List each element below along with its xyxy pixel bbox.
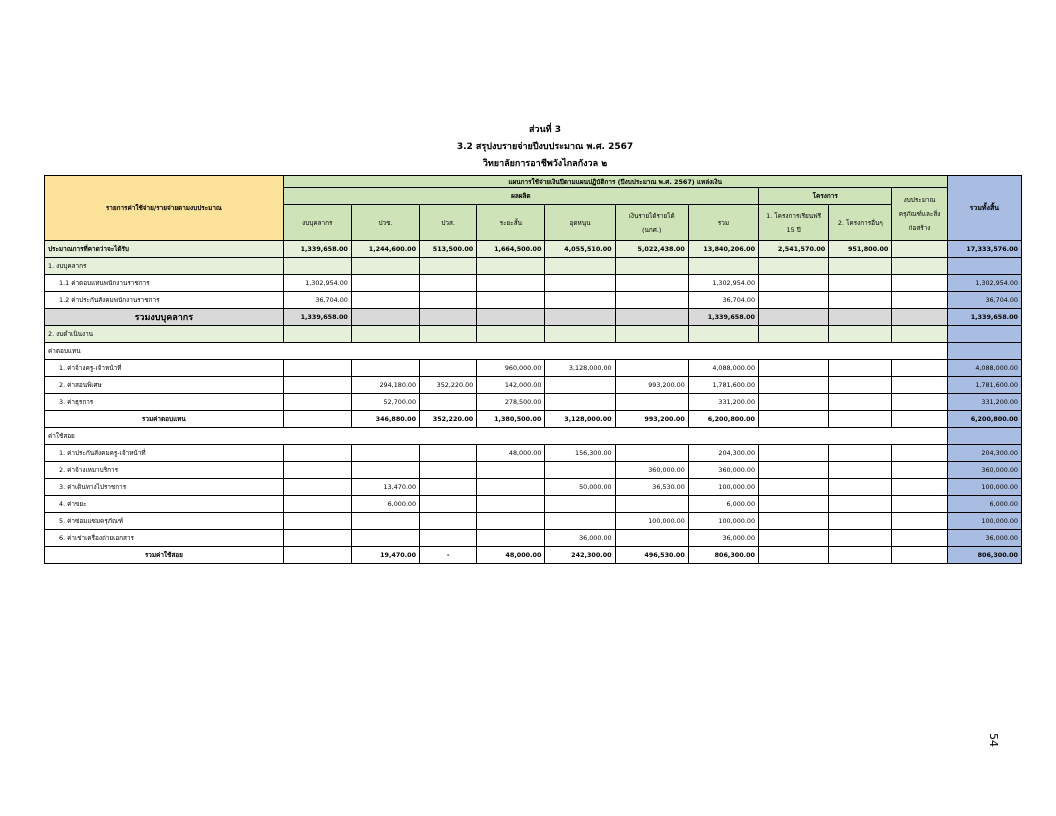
grand-total-cell bbox=[947, 326, 1021, 343]
section-label: ค่าตอบแทน bbox=[45, 343, 948, 360]
header-item: รายการค่าใช้จ่าย/รายจ่ายตามงบประมาณ bbox=[45, 176, 284, 241]
value-cell bbox=[829, 309, 892, 326]
value-cell bbox=[759, 530, 829, 547]
value-cell: 13,470.00 bbox=[351, 479, 419, 496]
value-cell bbox=[759, 496, 829, 513]
value-cell bbox=[829, 275, 892, 292]
header-col: ปวส. bbox=[420, 205, 477, 241]
table-row bbox=[45, 496, 1022, 513]
value-cell bbox=[829, 496, 892, 513]
grand-total-cell: 204,300.00 bbox=[947, 445, 1021, 462]
value-cell bbox=[829, 462, 892, 479]
table-row bbox=[45, 326, 1022, 343]
grand-total-cell: 36,000.00 bbox=[947, 530, 1021, 547]
table-row bbox=[45, 513, 1022, 530]
header-project: โครงการ bbox=[759, 188, 892, 205]
value-cell bbox=[283, 496, 351, 513]
value-cell bbox=[420, 326, 477, 343]
value-cell: 1,302,954.00 bbox=[283, 275, 351, 292]
value-cell bbox=[545, 394, 615, 411]
value-cell bbox=[615, 258, 688, 275]
value-cell bbox=[420, 496, 477, 513]
value-cell bbox=[283, 326, 351, 343]
table-row bbox=[45, 275, 1022, 292]
row-label: 1.1 ค่าตอบแทนพนักงานราชการ bbox=[45, 275, 284, 292]
table-row bbox=[45, 292, 1022, 309]
header-col: ระยะสั้น bbox=[477, 205, 545, 241]
value-cell: 4,055,510.00 bbox=[545, 241, 615, 258]
value-cell bbox=[477, 326, 545, 343]
value-cell bbox=[829, 445, 892, 462]
value-cell bbox=[892, 377, 947, 394]
value-cell: 1,244,600.00 bbox=[351, 241, 419, 258]
value-cell: 513,500.00 bbox=[420, 241, 477, 258]
row-label: ประมาณการที่คาดว่าจะได้รับ bbox=[45, 241, 284, 258]
table-row bbox=[45, 530, 1022, 547]
row-label: 3. ค่าธุรการ bbox=[45, 394, 284, 411]
row-label: รวมงบบุคลากร bbox=[45, 309, 284, 326]
value-cell bbox=[759, 309, 829, 326]
table-row bbox=[45, 462, 1022, 479]
row-label: 5. ค่าซ่อมแซมครุภัณฑ์ bbox=[45, 513, 284, 530]
row-label: 6. ค่าเช่าเครื่องถ่ายเอกสาร bbox=[45, 530, 284, 547]
value-cell bbox=[892, 479, 947, 496]
value-cell bbox=[545, 275, 615, 292]
value-cell bbox=[615, 292, 688, 309]
value-cell: 100,000.00 bbox=[688, 479, 758, 496]
grand-total-cell bbox=[947, 428, 1021, 445]
value-cell bbox=[892, 462, 947, 479]
grand-total-cell: 1,781,600.00 bbox=[947, 377, 1021, 394]
value-cell: 36,704.00 bbox=[283, 292, 351, 309]
value-cell: 156,300.00 bbox=[545, 445, 615, 462]
value-cell: 6,200,800.00 bbox=[688, 411, 758, 428]
table-row bbox=[45, 411, 1022, 428]
value-cell bbox=[892, 445, 947, 462]
value-cell: 2,541,570.00 bbox=[759, 241, 829, 258]
table-row bbox=[45, 445, 1022, 462]
value-cell bbox=[477, 513, 545, 530]
value-cell: 13,840,206.00 bbox=[688, 241, 758, 258]
value-cell: 1,339,658.00 bbox=[688, 309, 758, 326]
value-cell bbox=[545, 258, 615, 275]
value-cell bbox=[829, 411, 892, 428]
grand-total-cell: 360,000.00 bbox=[947, 462, 1021, 479]
document-titles bbox=[0, 122, 1056, 173]
value-cell: 294,180.00 bbox=[351, 377, 419, 394]
value-cell bbox=[759, 275, 829, 292]
value-cell bbox=[829, 292, 892, 309]
value-cell bbox=[759, 513, 829, 530]
value-cell: 242,300.00 bbox=[545, 547, 615, 564]
value-cell bbox=[420, 309, 477, 326]
grand-total-cell: 17,333,576.00 bbox=[947, 241, 1021, 258]
grand-total-cell: 100,000.00 bbox=[947, 513, 1021, 530]
value-cell: 1,380,500.00 bbox=[477, 411, 545, 428]
table-row bbox=[45, 343, 1022, 360]
value-cell bbox=[420, 462, 477, 479]
header-grand-total: รวมทั้งสิ้น bbox=[947, 176, 1021, 241]
table-row bbox=[45, 241, 1022, 258]
value-cell bbox=[615, 275, 688, 292]
value-cell: 100,000.00 bbox=[688, 513, 758, 530]
grand-total-cell: 806,300.00 bbox=[947, 547, 1021, 564]
value-cell bbox=[283, 394, 351, 411]
row-label: 1.2 ค่าประกันสังคมพนักงานราชการ bbox=[45, 292, 284, 309]
value-cell bbox=[892, 496, 947, 513]
value-cell bbox=[615, 326, 688, 343]
value-cell: 19,470.00 bbox=[351, 547, 419, 564]
table-row bbox=[45, 360, 1022, 377]
value-cell: 278,500.00 bbox=[477, 394, 545, 411]
value-cell bbox=[545, 496, 615, 513]
value-cell bbox=[351, 309, 419, 326]
value-cell bbox=[545, 462, 615, 479]
value-cell bbox=[759, 360, 829, 377]
value-cell bbox=[545, 513, 615, 530]
value-cell bbox=[545, 309, 615, 326]
grand-total-cell: 1,302,954.00 bbox=[947, 275, 1021, 292]
value-cell: 4,088,000.00 bbox=[688, 360, 758, 377]
header-col: รวม bbox=[688, 205, 758, 241]
value-cell: 142,000.00 bbox=[477, 377, 545, 394]
table-row bbox=[45, 394, 1022, 411]
header-col: 1. โครงการเรียนฟรี 15 ปี bbox=[759, 205, 829, 241]
value-cell bbox=[759, 462, 829, 479]
value-cell: 48,000.00 bbox=[477, 547, 545, 564]
value-cell bbox=[759, 394, 829, 411]
value-cell bbox=[759, 326, 829, 343]
value-cell bbox=[351, 360, 419, 377]
section-title: ส่วนที่ 3 bbox=[528, 125, 562, 135]
value-cell: 496,530.00 bbox=[615, 547, 688, 564]
value-cell bbox=[545, 292, 615, 309]
value-cell bbox=[477, 292, 545, 309]
page-number: 54 bbox=[987, 733, 1000, 747]
value-cell bbox=[351, 462, 419, 479]
header-col: อุดหนุน bbox=[545, 205, 615, 241]
value-cell: 6,000.00 bbox=[688, 496, 758, 513]
value-cell: 951,800.00 bbox=[829, 241, 892, 258]
value-cell bbox=[892, 258, 947, 275]
value-cell bbox=[829, 547, 892, 564]
value-cell: 346,880.00 bbox=[351, 411, 419, 428]
value-cell: 100,000.00 bbox=[615, 513, 688, 530]
value-cell bbox=[477, 479, 545, 496]
value-cell bbox=[615, 394, 688, 411]
grand-total-cell: 331,200.00 bbox=[947, 394, 1021, 411]
value-cell bbox=[759, 445, 829, 462]
value-cell bbox=[351, 326, 419, 343]
value-cell bbox=[615, 360, 688, 377]
value-cell bbox=[892, 360, 947, 377]
value-cell bbox=[829, 513, 892, 530]
value-cell: 204,300.00 bbox=[688, 445, 758, 462]
value-cell bbox=[351, 292, 419, 309]
value-cell bbox=[283, 547, 351, 564]
value-cell: 36,000.00 bbox=[688, 530, 758, 547]
value-cell bbox=[892, 513, 947, 530]
value-cell: 352,220.00 bbox=[420, 411, 477, 428]
value-cell bbox=[420, 394, 477, 411]
value-cell bbox=[283, 411, 351, 428]
value-cell bbox=[892, 394, 947, 411]
value-cell bbox=[615, 445, 688, 462]
value-cell bbox=[688, 258, 758, 275]
value-cell bbox=[351, 530, 419, 547]
header-investment: งบประมาณ ครุภัณฑ์และสิ่งก่อสร้าง bbox=[892, 188, 947, 241]
value-cell: 960,000.00 bbox=[477, 360, 545, 377]
value-cell bbox=[351, 258, 419, 275]
value-cell: 36,704.00 bbox=[688, 292, 758, 309]
value-cell bbox=[615, 530, 688, 547]
row-label: 4. ค่าขยะ bbox=[45, 496, 284, 513]
value-cell bbox=[420, 258, 477, 275]
value-cell bbox=[829, 479, 892, 496]
header-col: เงินรายได้รายได้ (นกศ.) bbox=[615, 205, 688, 241]
budget-summary-table bbox=[44, 175, 1022, 564]
value-cell bbox=[477, 496, 545, 513]
table-row bbox=[45, 479, 1022, 496]
value-cell bbox=[283, 530, 351, 547]
table-row bbox=[45, 258, 1022, 275]
row-label: 1. ค่าประกันสังคมครู-เจ้าหน้าที่ bbox=[45, 445, 284, 462]
value-cell bbox=[615, 496, 688, 513]
value-cell bbox=[477, 309, 545, 326]
value-cell bbox=[545, 326, 615, 343]
grand-total-cell bbox=[947, 343, 1021, 360]
header-col: 2. โครงการอื่นๆ bbox=[829, 205, 892, 241]
value-cell: - bbox=[420, 547, 477, 564]
value-cell bbox=[477, 258, 545, 275]
value-cell bbox=[892, 292, 947, 309]
value-cell bbox=[283, 445, 351, 462]
value-cell bbox=[892, 326, 947, 343]
value-cell bbox=[545, 377, 615, 394]
value-cell bbox=[477, 530, 545, 547]
value-cell: 1,302,954.00 bbox=[688, 275, 758, 292]
value-cell bbox=[477, 462, 545, 479]
value-cell bbox=[829, 394, 892, 411]
row-label: 2. งบดำเนินงาน bbox=[45, 326, 284, 343]
table-row bbox=[45, 428, 1022, 445]
value-cell bbox=[759, 411, 829, 428]
value-cell bbox=[892, 275, 947, 292]
value-cell: 5,022,438.00 bbox=[615, 241, 688, 258]
grand-total-cell: 100,000.00 bbox=[947, 479, 1021, 496]
value-cell: 36,000.00 bbox=[545, 530, 615, 547]
row-label: รวมค่าใช้สอย bbox=[45, 547, 284, 564]
header-output: ผลผลิต bbox=[283, 188, 758, 205]
value-cell bbox=[283, 513, 351, 530]
value-cell: 1,781,600.00 bbox=[688, 377, 758, 394]
value-cell: 806,300.00 bbox=[688, 547, 758, 564]
value-cell bbox=[688, 326, 758, 343]
value-cell bbox=[351, 275, 419, 292]
grand-total-cell: 4,088,000.00 bbox=[947, 360, 1021, 377]
value-cell bbox=[759, 292, 829, 309]
header-plan: แผนการใช้จ่ายเงินปีตามแผนปฏิบัติการ (ปีงบประมาณ พ.ศ. 2567) แหล่งเงิน bbox=[283, 176, 947, 188]
value-cell: 48,000.00 bbox=[477, 445, 545, 462]
header-col: ปวช. bbox=[351, 205, 419, 241]
value-cell bbox=[420, 275, 477, 292]
value-cell bbox=[283, 360, 351, 377]
value-cell bbox=[892, 530, 947, 547]
row-label: 1. ค่าจ้างครู-เจ้าหน้าที่ bbox=[45, 360, 284, 377]
value-cell: 1,664,500.00 bbox=[477, 241, 545, 258]
value-cell: 52,700.00 bbox=[351, 394, 419, 411]
college-name: วิทยาลัยการอาชีพวังไกลกังวล ๒ bbox=[482, 159, 608, 169]
table-row bbox=[45, 377, 1022, 394]
value-cell: 1,339,658.00 bbox=[283, 241, 351, 258]
table-row bbox=[45, 547, 1022, 564]
row-label: 3. ค่าเดินทางไปราชการ bbox=[45, 479, 284, 496]
value-cell: 36,530.00 bbox=[615, 479, 688, 496]
value-cell bbox=[477, 275, 545, 292]
value-cell bbox=[759, 479, 829, 496]
value-cell bbox=[420, 530, 477, 547]
value-cell bbox=[829, 326, 892, 343]
value-cell bbox=[283, 462, 351, 479]
value-cell: 3,128,000.00 bbox=[545, 411, 615, 428]
report-title: 3.2 สรุปงบรายจ่ายปีงบประมาณ พ.ศ. 2567 bbox=[456, 142, 634, 152]
section-label: ค่าใช้สอย bbox=[45, 428, 948, 445]
header-col: งบบุคลากร bbox=[283, 205, 351, 241]
value-cell: 352,220.00 bbox=[420, 377, 477, 394]
value-cell bbox=[283, 377, 351, 394]
value-cell bbox=[351, 445, 419, 462]
value-cell bbox=[351, 513, 419, 530]
value-cell bbox=[283, 258, 351, 275]
value-cell bbox=[892, 309, 947, 326]
value-cell: 50,000.00 bbox=[545, 479, 615, 496]
value-cell: 331,200.00 bbox=[688, 394, 758, 411]
row-label: 2. ค่าจ้างเหมาบริการ bbox=[45, 462, 284, 479]
value-cell bbox=[420, 513, 477, 530]
value-cell bbox=[420, 292, 477, 309]
grand-total-cell: 1,339,658.00 bbox=[947, 309, 1021, 326]
value-cell: 993,200.00 bbox=[615, 377, 688, 394]
row-label: รวมค่าตอบแทน bbox=[45, 411, 284, 428]
value-cell bbox=[283, 479, 351, 496]
value-cell bbox=[829, 377, 892, 394]
value-cell bbox=[420, 445, 477, 462]
value-cell bbox=[892, 547, 947, 564]
grand-total-cell: 6,000.00 bbox=[947, 496, 1021, 513]
value-cell: 1,339,658.00 bbox=[283, 309, 351, 326]
value-cell bbox=[759, 258, 829, 275]
value-cell bbox=[829, 258, 892, 275]
value-cell bbox=[829, 530, 892, 547]
row-label: 2. ค่าสอนพิเศษ bbox=[45, 377, 284, 394]
value-cell bbox=[759, 547, 829, 564]
value-cell bbox=[759, 377, 829, 394]
grand-total-cell: 6,200,800.00 bbox=[947, 411, 1021, 428]
grand-total-cell bbox=[947, 258, 1021, 275]
value-cell bbox=[892, 241, 947, 258]
value-cell: 360,000.00 bbox=[688, 462, 758, 479]
value-cell bbox=[892, 411, 947, 428]
value-cell bbox=[615, 309, 688, 326]
table-row bbox=[45, 309, 1022, 326]
value-cell: 993,200.00 bbox=[615, 411, 688, 428]
value-cell: 3,128,000.00 bbox=[545, 360, 615, 377]
value-cell bbox=[829, 360, 892, 377]
value-cell bbox=[420, 479, 477, 496]
value-cell: 6,000.00 bbox=[351, 496, 419, 513]
value-cell bbox=[420, 360, 477, 377]
row-label: 1. งบบุคลากร bbox=[45, 258, 284, 275]
grand-total-cell: 36,704.00 bbox=[947, 292, 1021, 309]
value-cell: 360,000.00 bbox=[615, 462, 688, 479]
